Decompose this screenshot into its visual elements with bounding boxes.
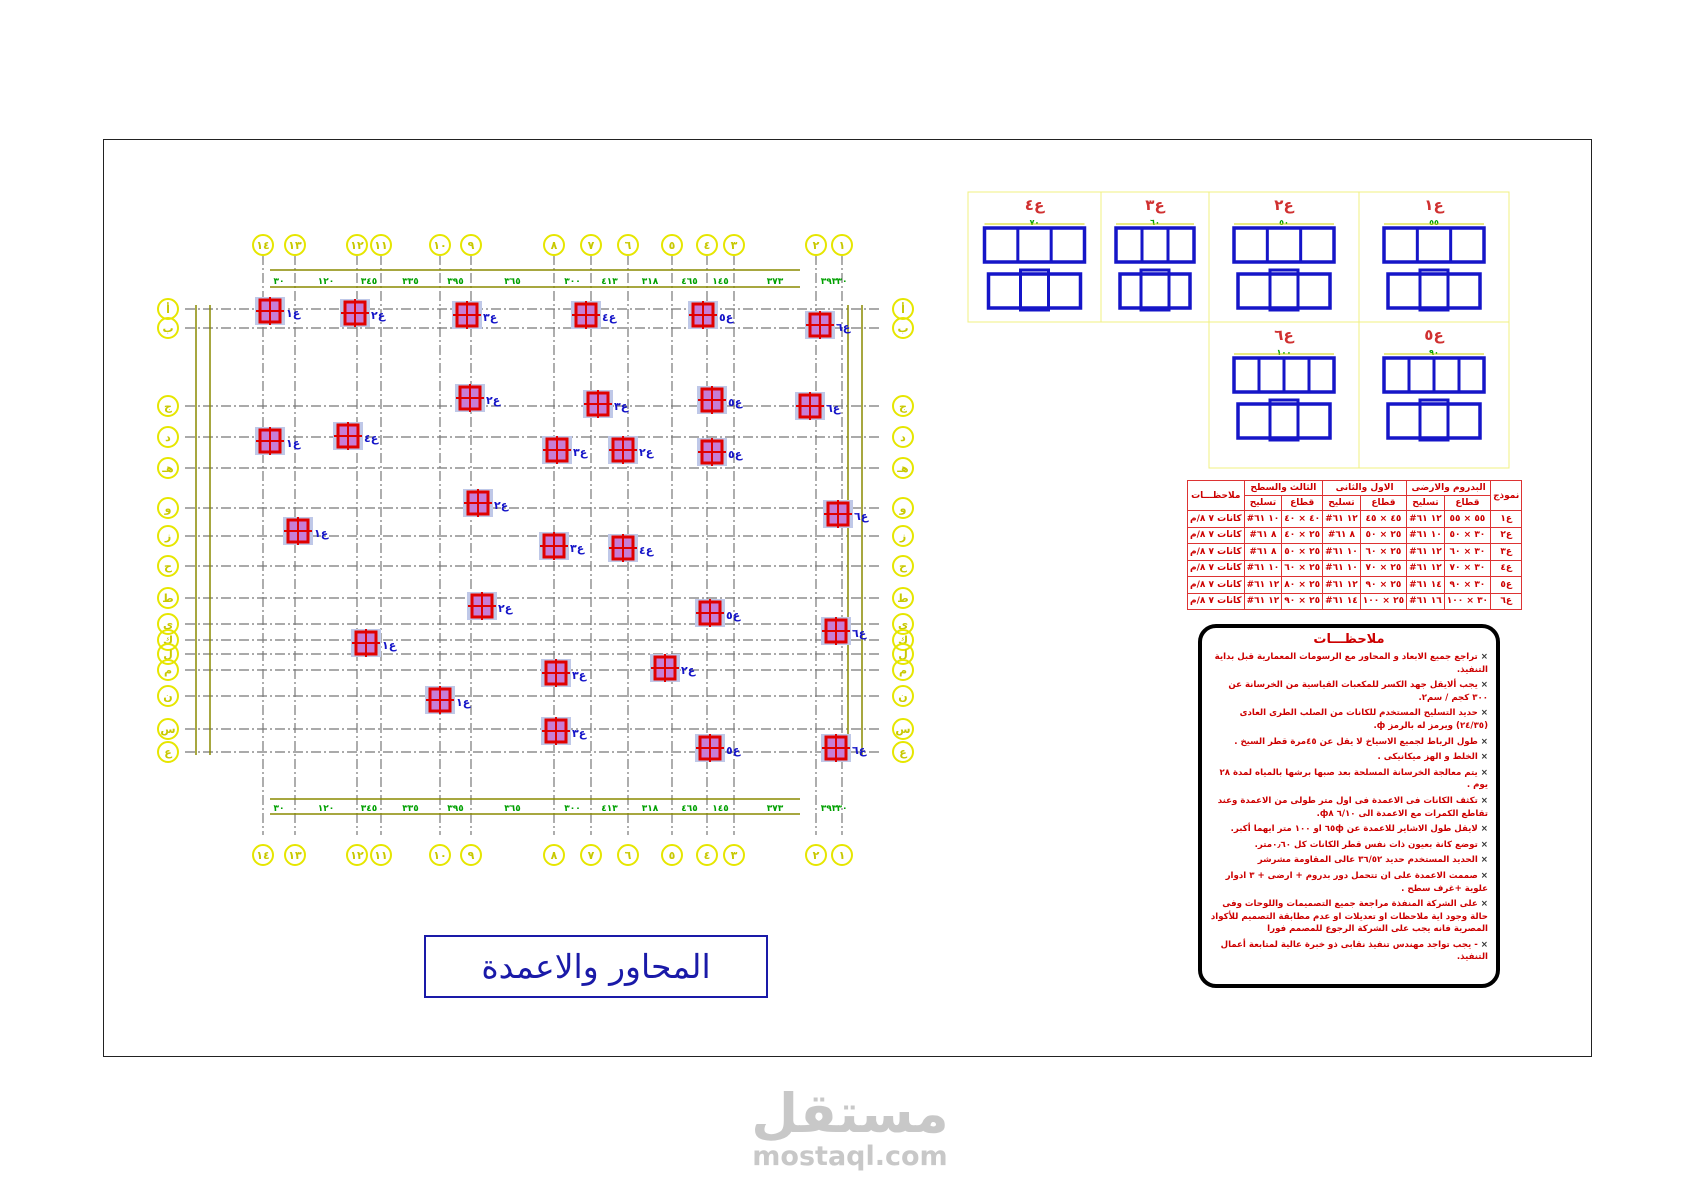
detail-type-label: ع٤ — [1024, 196, 1045, 214]
column-type-label: ع٦ — [852, 744, 867, 757]
plan-column — [571, 301, 617, 329]
schedule-subheader: قطاع — [1282, 496, 1323, 511]
axis-bubble-label: م — [163, 664, 173, 677]
plan-column — [697, 438, 743, 466]
axis-bubble-label: ب — [897, 322, 909, 335]
column-type-label: ع١ — [382, 639, 397, 652]
schedule-cell: كانات ٧ ٨/م — [1188, 527, 1245, 544]
watermark-arabic: مستقل — [751, 1082, 949, 1145]
dimension-label: ٣٤٥ — [360, 804, 378, 814]
axis-bubble-label: ن — [898, 690, 908, 703]
detail-stirrup — [1021, 270, 1049, 310]
axis-bubble-label: ٤ — [703, 849, 711, 862]
axis-bubble-label: ع — [164, 746, 172, 759]
schedule-cell: كانات ٧ ٨/م — [1188, 544, 1245, 561]
column-type-detail — [968, 192, 1101, 322]
axis-bubble-label: ن — [163, 690, 173, 703]
note-item: × توضع كانة بعيون ذات نفس قطر الكانات كل ٠٫٦٠متر. — [1210, 839, 1488, 852]
dimension-label: ٣٣٥ — [402, 277, 419, 287]
schedule-cell: كانات ٧ ٨/م — [1188, 560, 1245, 577]
schedule-row — [1188, 511, 1522, 528]
schedule-cell: ٢٥ × ٤٠ — [1282, 527, 1323, 544]
schedule-cell: ٣٠ × ٩٠ — [1444, 577, 1490, 594]
column-schedule-table — [1187, 480, 1522, 610]
axis-bubble-label: ١٢ — [350, 849, 364, 862]
schedule-cell: ٢٥ × ٥٠ — [1360, 527, 1406, 544]
schedule-cell: ٨ ٦١# — [1323, 527, 1361, 544]
schedule-subheader: قطاع — [1360, 496, 1406, 511]
schedule-cell: ٣٠ × ٥٠ — [1444, 527, 1490, 544]
column-type-detail — [1101, 192, 1209, 322]
detail-size-label: ٥٥ — [1429, 218, 1439, 227]
drawing-title: المحاور والاعمدة — [481, 947, 711, 986]
dimension-label: ٣٦٥ — [504, 804, 521, 814]
note-item: × - يجب تواجد مهندس تنفيذ نقابى ذو خبرة عالية لمتابعة أعمال التنفيذ. — [1210, 939, 1488, 964]
dimension-label: ٣٤٥ — [360, 277, 378, 287]
schedule-cell: ١٠ ٦١# — [1407, 527, 1445, 544]
schedule-cell: ١٢ ٦١# — [1323, 577, 1361, 594]
axis-bubble-label: م — [898, 664, 908, 677]
dimension-label: ١٢٠ — [317, 804, 335, 814]
column-type-label: ع٢ — [639, 446, 654, 459]
dimension-label: ٣١٨ — [641, 277, 659, 287]
column-type-label: ع٦ — [852, 627, 867, 640]
schedule-header-notes: ملاحظـــات — [1188, 481, 1245, 511]
dimension-label: ١٤٥ — [712, 804, 729, 814]
axis-bubble-label: ٨ — [550, 239, 558, 252]
schedule-cell: ع٤ — [1491, 560, 1522, 577]
axis-bubble-label: ط — [162, 592, 174, 605]
column-type-label: ع١ — [314, 527, 329, 540]
detail-section-elevation — [1238, 404, 1330, 438]
detail-section-elevation — [1388, 274, 1480, 308]
watermark-latin: mostaql.com — [752, 1141, 948, 1172]
plan-column — [542, 436, 588, 464]
column-type-detail — [1359, 192, 1509, 322]
column-type-label: ع٤ — [364, 432, 379, 445]
detail-type-label: ع٢ — [1274, 196, 1294, 214]
axis-bubble-label: ١ — [838, 849, 846, 862]
dimension-label: ٤٦٥ — [681, 804, 698, 814]
column-type-label: ع١ — [286, 437, 301, 450]
axis-bubble-label: ج — [899, 400, 907, 413]
column-type-label: ع٥ — [726, 609, 741, 622]
column-type-label: ع٤ — [639, 544, 654, 557]
detail-size-label: ٧٠ — [1029, 218, 1040, 227]
schedule-cell: ١٠ ٦١# — [1323, 544, 1361, 561]
detail-stirrup — [1270, 270, 1298, 310]
schedule-header-type: نموذج — [1491, 481, 1522, 511]
detail-size-label: ١٠٠ — [1276, 348, 1292, 357]
plan-column — [255, 297, 301, 325]
plan-column — [333, 422, 379, 450]
dimension-label: ٣٠ — [273, 277, 285, 287]
column-type-label: ع٣ — [570, 542, 585, 555]
column-type-label: ع٤ — [602, 311, 617, 324]
plan-column — [583, 390, 629, 418]
dimension-label: ٣٠٠ — [564, 277, 581, 287]
schedule-header-row — [1188, 481, 1522, 496]
schedule-cell: ١٦ ٦١# — [1407, 593, 1445, 610]
schedule-cell: ١٢ ٦١# — [1244, 593, 1282, 610]
schedule-cell: ٣٠ × ٦٠ — [1444, 544, 1490, 561]
axis-bubble-label: ك — [162, 634, 174, 647]
drawing-title-box — [424, 935, 768, 998]
schedule-cell: ٨ ٦١# — [1244, 544, 1282, 561]
axis-bubble-label: ل — [163, 648, 173, 661]
schedule-subheader: قطاع — [1444, 496, 1490, 511]
plan-column — [697, 386, 743, 414]
schedule-cell: ٣٠ × ١٠٠ — [1444, 593, 1490, 610]
note-item: × يتم معالجة الخرسانة المسلحة بعد صبها برشها بالمياه لمدة ٢٨ يوم . — [1210, 767, 1488, 792]
note-item: × طول الرباط لجميع الاسياخ لا يقل عن ٤٥مرة قطر السيخ . — [1210, 736, 1488, 749]
detail-section-outline — [985, 228, 1085, 262]
schedule-cell: ٢٥ × ٩٠ — [1282, 593, 1323, 610]
axis-bubble-label: ١١ — [374, 239, 388, 252]
note-item: × يجب ألايقل جهد الكسر للمكعبات القياسية من الخرسانة عن ٣٠٠ كجم / سم٢. — [1210, 679, 1488, 704]
dimension-label: ٣٩٥ — [447, 804, 464, 814]
schedule-cell: ١٤ ٦١# — [1323, 593, 1361, 610]
detail-section-outline — [1234, 228, 1334, 262]
plan-column — [351, 629, 397, 657]
dimension-label: ٣٦٥ — [504, 277, 521, 287]
mostaql-watermark — [740, 1082, 960, 1172]
schedule-header-first-second: الاول والثانى — [1323, 481, 1407, 496]
schedule-cell: ٢٥ × ١٠٠ — [1360, 593, 1406, 610]
schedule-cell: ٢٥ × ٦٠ — [1360, 544, 1406, 561]
plan-column — [795, 392, 841, 420]
column-type-label: ع٣ — [573, 446, 588, 459]
dimension-label: ٣٠ — [836, 804, 848, 814]
column-type-label: ع٢ — [494, 499, 509, 512]
plan-column — [695, 734, 741, 762]
dimension-label: ٣٧٣ — [766, 277, 784, 287]
detail-section-elevation — [1388, 404, 1480, 438]
axis-bubble-label: هـ — [897, 462, 909, 475]
column-type-label: ع١ — [456, 696, 471, 709]
plan-column — [425, 686, 471, 714]
detail-stirrup — [1420, 400, 1448, 440]
schedule-cell: ١٠ ٦١# — [1323, 560, 1361, 577]
axis-bubble-label: ١١ — [374, 849, 388, 862]
axis-bubble-label: ل — [898, 648, 908, 661]
axis-bubble-label: ٥ — [668, 239, 676, 252]
plan-column — [650, 654, 696, 682]
axis-bubble-label: ي — [162, 618, 174, 631]
detail-stirrup — [1420, 270, 1448, 310]
schedule-cell: ١٢ ٦١# — [1244, 577, 1282, 594]
dimension-label: ٤٦٥ — [681, 277, 698, 287]
axis-bubble-label: ٥ — [668, 849, 676, 862]
notes-list — [1210, 651, 1488, 964]
schedule-cell: ع٥ — [1491, 577, 1522, 594]
note-item: × حديد التسليح المستخدم للكانات من الصلب الطرى العادى (٢٤/٣٥) ويرمز له بالرمز ф. — [1210, 707, 1488, 732]
axis-bubble-label: س — [160, 723, 176, 736]
detail-type-label: ع٥ — [1424, 326, 1444, 344]
schedule-cell: ٤٥ × ٤٥ — [1360, 511, 1406, 528]
schedule-cell: كانات ٧ ٨/م — [1188, 593, 1245, 610]
detail-section-elevation — [1238, 274, 1330, 308]
plan-column — [283, 517, 329, 545]
dimension-label: ٣٣٥ — [402, 804, 419, 814]
axis-bubble-label: ١٣ — [288, 849, 302, 862]
plan-column — [463, 489, 509, 517]
schedule-body — [1188, 511, 1522, 610]
detail-stirrup — [1141, 270, 1169, 310]
schedule-cell: ع٢ — [1491, 527, 1522, 544]
axis-bubble-label: ٩ — [467, 239, 475, 252]
plan-column — [821, 734, 867, 762]
plan-column — [455, 384, 501, 412]
axis-bubble-label: ط — [897, 592, 909, 605]
plan-column — [340, 299, 386, 327]
plan-column — [467, 592, 513, 620]
column-type-label: ع٢ — [681, 664, 696, 677]
schedule-row — [1188, 560, 1522, 577]
column-type-label: ع٦ — [854, 510, 869, 523]
dimension-label: ٣٠ — [836, 277, 848, 287]
axis-bubble-label: ع — [899, 746, 907, 759]
schedule-cell: ٤٠ × ٤٠ — [1282, 511, 1323, 528]
axis-bubble-label: س — [895, 723, 911, 736]
axis-bubble-label: أ — [166, 303, 170, 316]
axis-bubble-label: ح — [164, 560, 172, 573]
plan-column — [821, 617, 867, 645]
schedule-cell: ع٦ — [1491, 593, 1522, 610]
column-type-label: ع٣ — [483, 311, 498, 324]
detail-type-label: ع٦ — [1274, 326, 1294, 344]
axis-bubble-label: ٣ — [730, 849, 738, 862]
axis-bubble-label: ٧ — [587, 239, 595, 252]
dimension-label: ٤١٣ — [601, 277, 618, 287]
detail-section-elevation — [1120, 274, 1190, 308]
schedule-cell: ٢٥ × ٧٠ — [1360, 560, 1406, 577]
notes-title: ملاحظـــات — [1313, 632, 1385, 647]
schedule-cell: ٥٥ × ٥٥ — [1444, 511, 1490, 528]
axis-bubble-label: ز — [164, 530, 172, 543]
detail-stirrup — [1270, 400, 1298, 440]
axis-bubble-label: ١ — [838, 239, 846, 252]
schedule-cell: ٨ ٦١# — [1244, 527, 1282, 544]
schedule-cell: ع١ — [1491, 511, 1522, 528]
column-type-detail — [1209, 322, 1359, 468]
schedule-header-third-roof: الثالث والسطح — [1244, 481, 1323, 496]
schedule-cell: ١٢ ٦١# — [1407, 560, 1445, 577]
column-type-label: ع٢ — [486, 394, 501, 407]
axis-bubble-label: ز — [899, 530, 907, 543]
axis-bubble-label: و — [899, 502, 907, 515]
column-type-label: ع٣ — [572, 727, 587, 740]
detail-type-label: ع٣ — [1145, 196, 1165, 214]
note-item: × صممت الاعمدة على ان تتحمل دور بدروم + ارضى + ٣ ادوار علوية +غرف سطح . — [1210, 870, 1488, 895]
plan-column — [805, 311, 851, 339]
schedule-cell: ١٢ ٦١# — [1407, 544, 1445, 561]
dimension-label: ٣٩٥ — [447, 277, 464, 287]
note-item: × الخلط و الهز ميكانيكى . — [1210, 751, 1488, 764]
axis-bubble-label: ٦ — [624, 239, 632, 252]
plan-column — [688, 301, 734, 329]
axis-bubble-label: ح — [899, 560, 907, 573]
axis-bubble-label: ي — [897, 618, 909, 631]
note-item: × على الشركة المنفذة مراجعة جميع التصميمات واللوحات وفى حالة وجود اية ملاحظات او تعديلات او عدم مطابقة التصميم للأكواد المصرية فانه يجب على الشركة الرجوع للمصمم فورا — [1210, 898, 1488, 936]
schedule-cell: كانات ٧ ٨/م — [1188, 511, 1245, 528]
schedule-cell: ٢٥ × ٥٠ — [1282, 544, 1323, 561]
column-type-label: ع٥ — [728, 448, 743, 461]
axis-bubble-label: ١٤ — [256, 849, 270, 862]
axis-bubble-label: د — [900, 431, 906, 444]
schedule-cell: ٢٥ × ٨٠ — [1282, 577, 1323, 594]
plan-column — [255, 427, 301, 455]
plan-column — [541, 659, 587, 687]
detail-size-label: ٩٠ — [1429, 348, 1439, 357]
axis-bubble-label: ٧ — [587, 849, 595, 862]
axis-bubble-label: ١٠ — [433, 849, 447, 862]
note-item: × تكثف الكانات فى الاعمدة فى اول متر طولى من الاعمدة وعند تقاطع الكمرات مع الاعمدة الى ٦/١٠ ф٨. — [1210, 795, 1488, 820]
dimension-label: ٣٩٣ — [820, 804, 838, 814]
axis-bubble-label: ١٢ — [350, 239, 364, 252]
schedule-cell: ١٢ ٦١# — [1323, 511, 1361, 528]
detail-section-outline — [1116, 228, 1194, 262]
column-type-detail — [1209, 192, 1359, 322]
plan-column — [452, 301, 498, 329]
axis-bubble-label: أ — [901, 303, 905, 316]
schedule-row — [1188, 577, 1522, 594]
schedule-row — [1188, 527, 1522, 544]
note-item: × الحديد المستخدم حديد ٣٦/٥٢ عالى المقاومة مشرشر — [1210, 854, 1488, 867]
detail-type-label: ع١ — [1424, 196, 1444, 214]
schedule-subheader: تسليح — [1244, 496, 1282, 511]
schedule-cell: ع٣ — [1491, 544, 1522, 561]
axis-bubble-label: ٢ — [812, 849, 820, 862]
column-type-detail — [1359, 322, 1509, 468]
axis-bubble-label: ٦ — [624, 849, 632, 862]
schedule-subheader: تسليح — [1323, 496, 1361, 511]
axis-bubble-label: و — [164, 502, 172, 515]
column-type-label: ع٥ — [728, 396, 743, 409]
dimension-label: ٣٧٣ — [766, 804, 784, 814]
axis-bubble-label: ٢ — [812, 239, 820, 252]
dimension-label: ٣٩٣ — [820, 277, 838, 287]
schedule-header-basement: البدروم والارضى — [1407, 481, 1491, 496]
axis-bubble-label: ج — [164, 400, 172, 413]
notes-panel — [1198, 624, 1500, 988]
detail-section-outline — [1384, 228, 1484, 262]
dimension-label: ٣٠ — [273, 804, 285, 814]
schedule-cell: ١٠ ٦١# — [1244, 560, 1282, 577]
detail-section-elevation — [989, 274, 1081, 308]
column-type-label: ع٣ — [614, 400, 629, 413]
column-type-label: ع٥ — [726, 744, 741, 757]
axis-bubble-label: هـ — [162, 462, 174, 475]
dimension-label: ١٤٥ — [712, 277, 729, 287]
axis-bubble-label: ٨ — [550, 849, 558, 862]
plan-column — [541, 717, 587, 745]
detail-size-label: ٦٠ — [1150, 218, 1160, 227]
column-type-label: ع٥ — [719, 311, 734, 324]
plan-column — [608, 534, 654, 562]
detail-size-label: ٥٠ — [1279, 218, 1289, 227]
schedule-cell: ٢٥ × ٩٠ — [1360, 577, 1406, 594]
column-type-label: ع٦ — [836, 321, 851, 334]
axis-bubble-label: ١٠ — [433, 239, 447, 252]
column-type-label: ع٣ — [572, 669, 587, 682]
schedule-subheader: تسليح — [1407, 496, 1445, 511]
column-type-label: ع٦ — [826, 402, 841, 415]
dimension-label: ٤١٣ — [601, 804, 618, 814]
column-type-label: ع١ — [286, 307, 301, 320]
schedule-cell: ١٠ ٦١# — [1244, 511, 1282, 528]
axis-bubble-label: ١٤ — [256, 239, 270, 252]
note-item: × تراجع جميع الابعاد و المحاور مع الرسومات المعمارية قبل بداية التنفيذ. — [1210, 651, 1488, 676]
axis-bubble-label: ب — [162, 322, 174, 335]
schedule-cell: ١٤ ٦١# — [1407, 577, 1445, 594]
axis-bubble-label: ٤ — [703, 239, 711, 252]
schedule-row — [1188, 544, 1522, 561]
schedule-cell: كانات ٧ ٨/م — [1188, 577, 1245, 594]
note-item: × لايقل طول الاشاير للاعمدة عن ٦٥ф او ١٠٠ متر ايهما أكبر. — [1210, 823, 1488, 836]
dimension-label: ٣٠٠ — [564, 804, 581, 814]
schedule-row — [1188, 593, 1522, 610]
axis-bubble-label: ٣ — [730, 239, 738, 252]
plan-column — [608, 436, 654, 464]
axis-bubble-label: ١٣ — [288, 239, 302, 252]
schedule-cell: ١٢ ٦١# — [1407, 511, 1445, 528]
dimension-label: ٣١٨ — [641, 804, 659, 814]
column-type-label: ع٢ — [498, 602, 513, 615]
dimension-label: ١٢٠ — [317, 277, 335, 287]
axis-bubble-label: ك — [897, 634, 909, 647]
column-type-label: ع٢ — [371, 309, 386, 322]
axis-bubble-label: ٩ — [467, 849, 475, 862]
schedule-cell: ٣٠ × ٧٠ — [1444, 560, 1490, 577]
schedule-cell: ٢٥ × ٦٠ — [1282, 560, 1323, 577]
axis-bubble-label: د — [165, 431, 171, 444]
